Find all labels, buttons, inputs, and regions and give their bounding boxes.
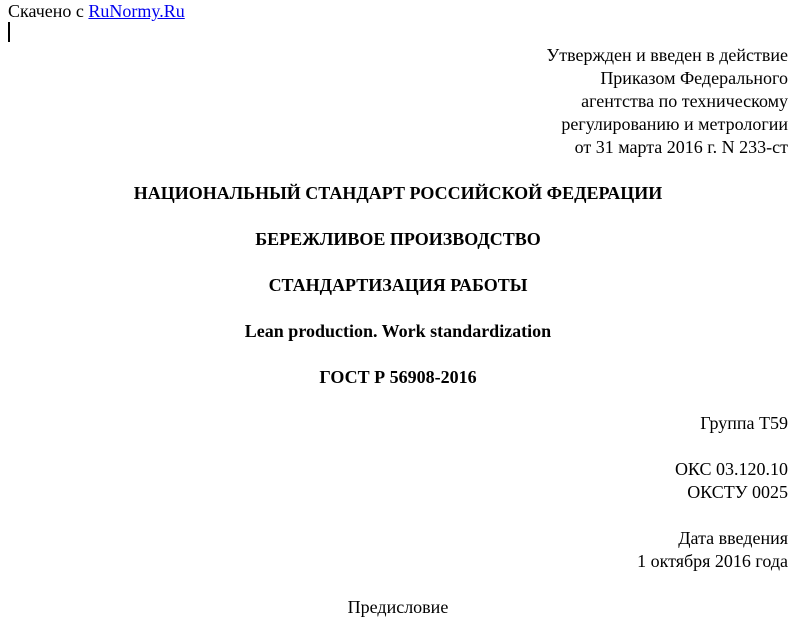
introduction-label: Дата введения	[678, 528, 788, 548]
text-cursor	[8, 22, 10, 42]
approval-line: регулированию и метрологии	[561, 114, 788, 134]
approval-block	[546, 44, 788, 159]
approval-line: агентства по техническому	[581, 91, 788, 111]
national-standard-title: НАЦИОНАЛЬНЫЙ СТАНДАРТ РОССИЙСКОЙ ФЕДЕРАЦИИ	[133, 183, 663, 203]
source-link[interactable]: RuNormy.Ru	[88, 1, 185, 21]
source-line	[8, 1, 185, 21]
approval-line: Приказом Федерального	[600, 68, 788, 88]
okstu-code: ОКСТУ 0025	[687, 482, 788, 502]
standard-code: ГОСТ Р 56908-2016	[319, 367, 477, 387]
topic-title: БЕРЕЖЛИВОЕ ПРОИЗВОДСТВО	[255, 229, 541, 249]
introduction-date: 1 октября 2016 года	[637, 551, 788, 571]
classification-block	[675, 458, 788, 504]
subtopic-title: СТАНДАРТИЗАЦИЯ РАБОТЫ	[268, 275, 528, 295]
oks-code: ОКС 03.120.10	[674, 459, 788, 479]
group-label: Группа Т59	[700, 413, 788, 433]
introduction-date-block	[637, 527, 788, 573]
source-prefix: Скачено с	[8, 1, 89, 21]
approval-line: Утвержден и введен в действие	[546, 45, 788, 65]
group-block	[700, 412, 788, 435]
english-title: Lean production. Work standardization	[244, 321, 552, 341]
preface-heading: Предисловие	[347, 597, 449, 617]
approval-line: от 31 марта 2016 г. N 233-ст	[574, 137, 788, 157]
